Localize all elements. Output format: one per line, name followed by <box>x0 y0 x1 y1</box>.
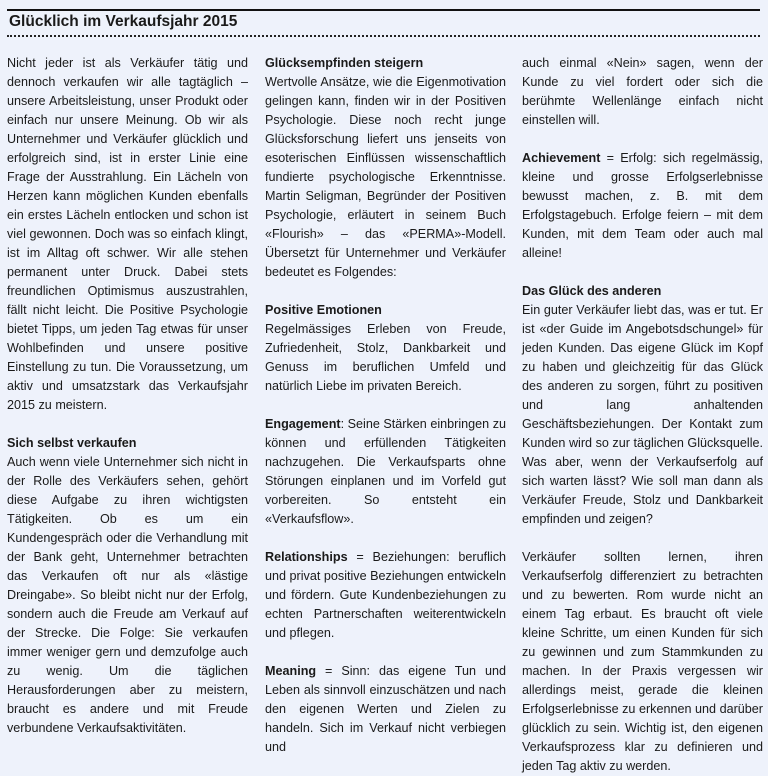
dotted-title-divider <box>7 35 760 37</box>
section-gluecksempfinden-steigern <box>265 54 506 282</box>
perma-meaning <box>265 662 506 757</box>
perma-relationships <box>265 548 506 643</box>
term-label: Meaning <box>265 664 317 678</box>
term-definition: = Sinn: das eigene Tun und Leben als sinnvoll einzuschätzen und nach den eigenen Werten und Zielen zu handeln. Sich im Verkauf nicht verbiegen und <box>265 664 506 754</box>
paragraph-text: Regelmässiges Erleben von Freude, Zufriedenheit, Stolz, Dankbarkeit und Genuss im beruflichen Umfeld und natürlich Liebe im privaten Bereich. <box>265 322 506 393</box>
term-label: Engagement <box>265 417 341 431</box>
article-column-2 <box>265 54 506 757</box>
section-heading: Glücksempfinden steigern <box>265 56 424 70</box>
paragraph-text: Wertvolle Ansätze, wie die Eigenmotivation gelingen kann, finden wir in der Positiven Psychologie. Diese noch recht junge Glücksforschung liefert uns jenseits von esoterischen Einflüssen wissenschaftlich fundierte psychologische Erkenntnisse. Martin Seligman, Begründer der Positiven Psychologie, erläutert in seinem Buch «Flourish» – das «PERMA»-Modell. Übersetzt für Unternehmer und Verkäufer bedeutet es Folgendes: <box>265 75 506 279</box>
paragraph-text: auch einmal «Nein» sagen, wenn der Kunde zu viel fordert oder sich die berühmte Wellenlänge einfach nicht einstellen will. <box>522 56 763 127</box>
term-label: Achievement <box>522 151 601 165</box>
article-column-3 <box>522 54 763 776</box>
paragraph-text: Auch wenn viele Unternehmer sich nicht in der Rolle des Verkäufers sehen, gehört diese Aufgabe zu ihren wichtigsten Tätigkeiten. Ob es um ein Kundengespräch oder die Verhandlung mit der Bank geht, Unternehmer betrachten das Verkaufen oft nur als «lästige Dreingabe». So bleibt nicht nur der Erfolg, sondern auch die Freude am Verkauf auf der Strecke. Die Folge: Sie verkaufen immer weniger gern und demzufolge auch zu wenig. Um die täglichen Herausforderungen aber zu meistern, braucht es andere und mit Freude verbundene Verkaufsaktivitäten. <box>7 455 248 735</box>
perma-achievement <box>522 149 763 263</box>
section-sich-selbst-verkaufen <box>7 434 248 738</box>
term-definition: = Erfolg: sich regelmässig, kleine und grosse Erfolgserlebnisse bewusst machen, z. B. mit dem Erfolgstagebuch. Erfolge feiern – mit dem Kunden, mit dem Team oder auch mal alleine! <box>522 151 763 260</box>
paragraph-text: Ein guter Verkäufer liebt das, was er tut. Er ist «der Guide im Angebotsdschungel» für jeden Kunden. Das eigene Glück im Kopf zu haben und gleichzeitig für das Glück des anderen zu sorgen, führt zu positiven und lang anhaltenden Geschäftsbeziehungen. Der Kontakt zum Kunden wird so zur täglichen Glücksquelle. Was aber, wenn der Verkaufserfolg auf sich warten lässt? Wie soll man dann als Verkäufer Freude, Stolz und Dankbarkeit empfinden und zeigen? <box>522 303 763 526</box>
paragraph-text: Verkäufer sollten lernen, ihren Verkaufserfolg differenziert zu betrachten und zu bewerten. Rom wurde nicht an einem Tag erbaut. Es braucht oft viele kleine Schritte, um einen Kunden für sich zu gewinnen und zum Stammkunden zu machen. In der Praxis vergessen wir allerdings meist, gerade die kleinen Erfolgserlebnisse zu erkennen und darüber glücklich zu sein. Wichtig ist, den eigenen Verkaufsprozess klar zu definieren und jeden Tag aktiv zu werden. <box>522 550 763 773</box>
term-label: Relationships <box>265 550 348 564</box>
section-das-glueck-des-anderen <box>522 282 763 529</box>
article-title: Glücklich im Verkaufsjahr 2015 <box>9 13 238 30</box>
perma-meaning-continued <box>522 54 763 130</box>
article-column-1 <box>7 54 248 738</box>
paragraph-text: Nicht jeder ist als Verkäufer tätig und dennoch verkaufen wir alle tagtäglich – unsere Arbeitsleistung, unser Produkt oder einfach nur unsere Meinung. Ob wir als Unternehmer und Verkäufer glücklich und erfolgreich sind, ist in erster Linie eine Frage der Ausstrahlung. Ein Lächeln von Herzen kann möglichen Kunden ebenfalls ein erstes Lächeln entlocken und schon ist viel gewonnen. Doch was so einfach klingt, ist im Alltag oft schwer. Wir alle stehen permanent unter Druck. Dabei stets freundlichen Optimismus auszustrahlen, fällt nicht leicht. Die Positive Psychologie bietet Tipps, um jeden Tag etwas für unser Wohlbefinden und unsere positive Einstellung zu tun. Die Voraussetzung, um aktiv und umsatzstark das Verkaufsjahr 2015 zu meistern. <box>7 56 248 412</box>
top-rule-divider <box>7 9 760 11</box>
term-definition: = Beziehungen: beruflich und privat positive Beziehungen entwickeln und fördern. Gute Kundenbeziehungen zu echten Partnerschaften weiterentwickeln und pflegen. <box>265 550 506 640</box>
section-heading: Das Glück des anderen <box>522 284 662 298</box>
section-heading: Positive Emotionen <box>265 303 382 317</box>
section-heading: Sich selbst verkaufen <box>7 436 137 450</box>
intro-paragraph <box>7 54 248 415</box>
closing-paragraph <box>522 548 763 776</box>
section-positive-emotionen <box>265 301 506 396</box>
term-definition: : Seine Stärken einbringen zu können und erfüllenden Tätigkeiten nachzugehen. Die Verkaufsparts ohne Störungen einplanen und im Vorfeld gut vorbereiten. So entsteht ein «Verkaufsflow». <box>265 417 506 526</box>
perma-engagement <box>265 415 506 529</box>
